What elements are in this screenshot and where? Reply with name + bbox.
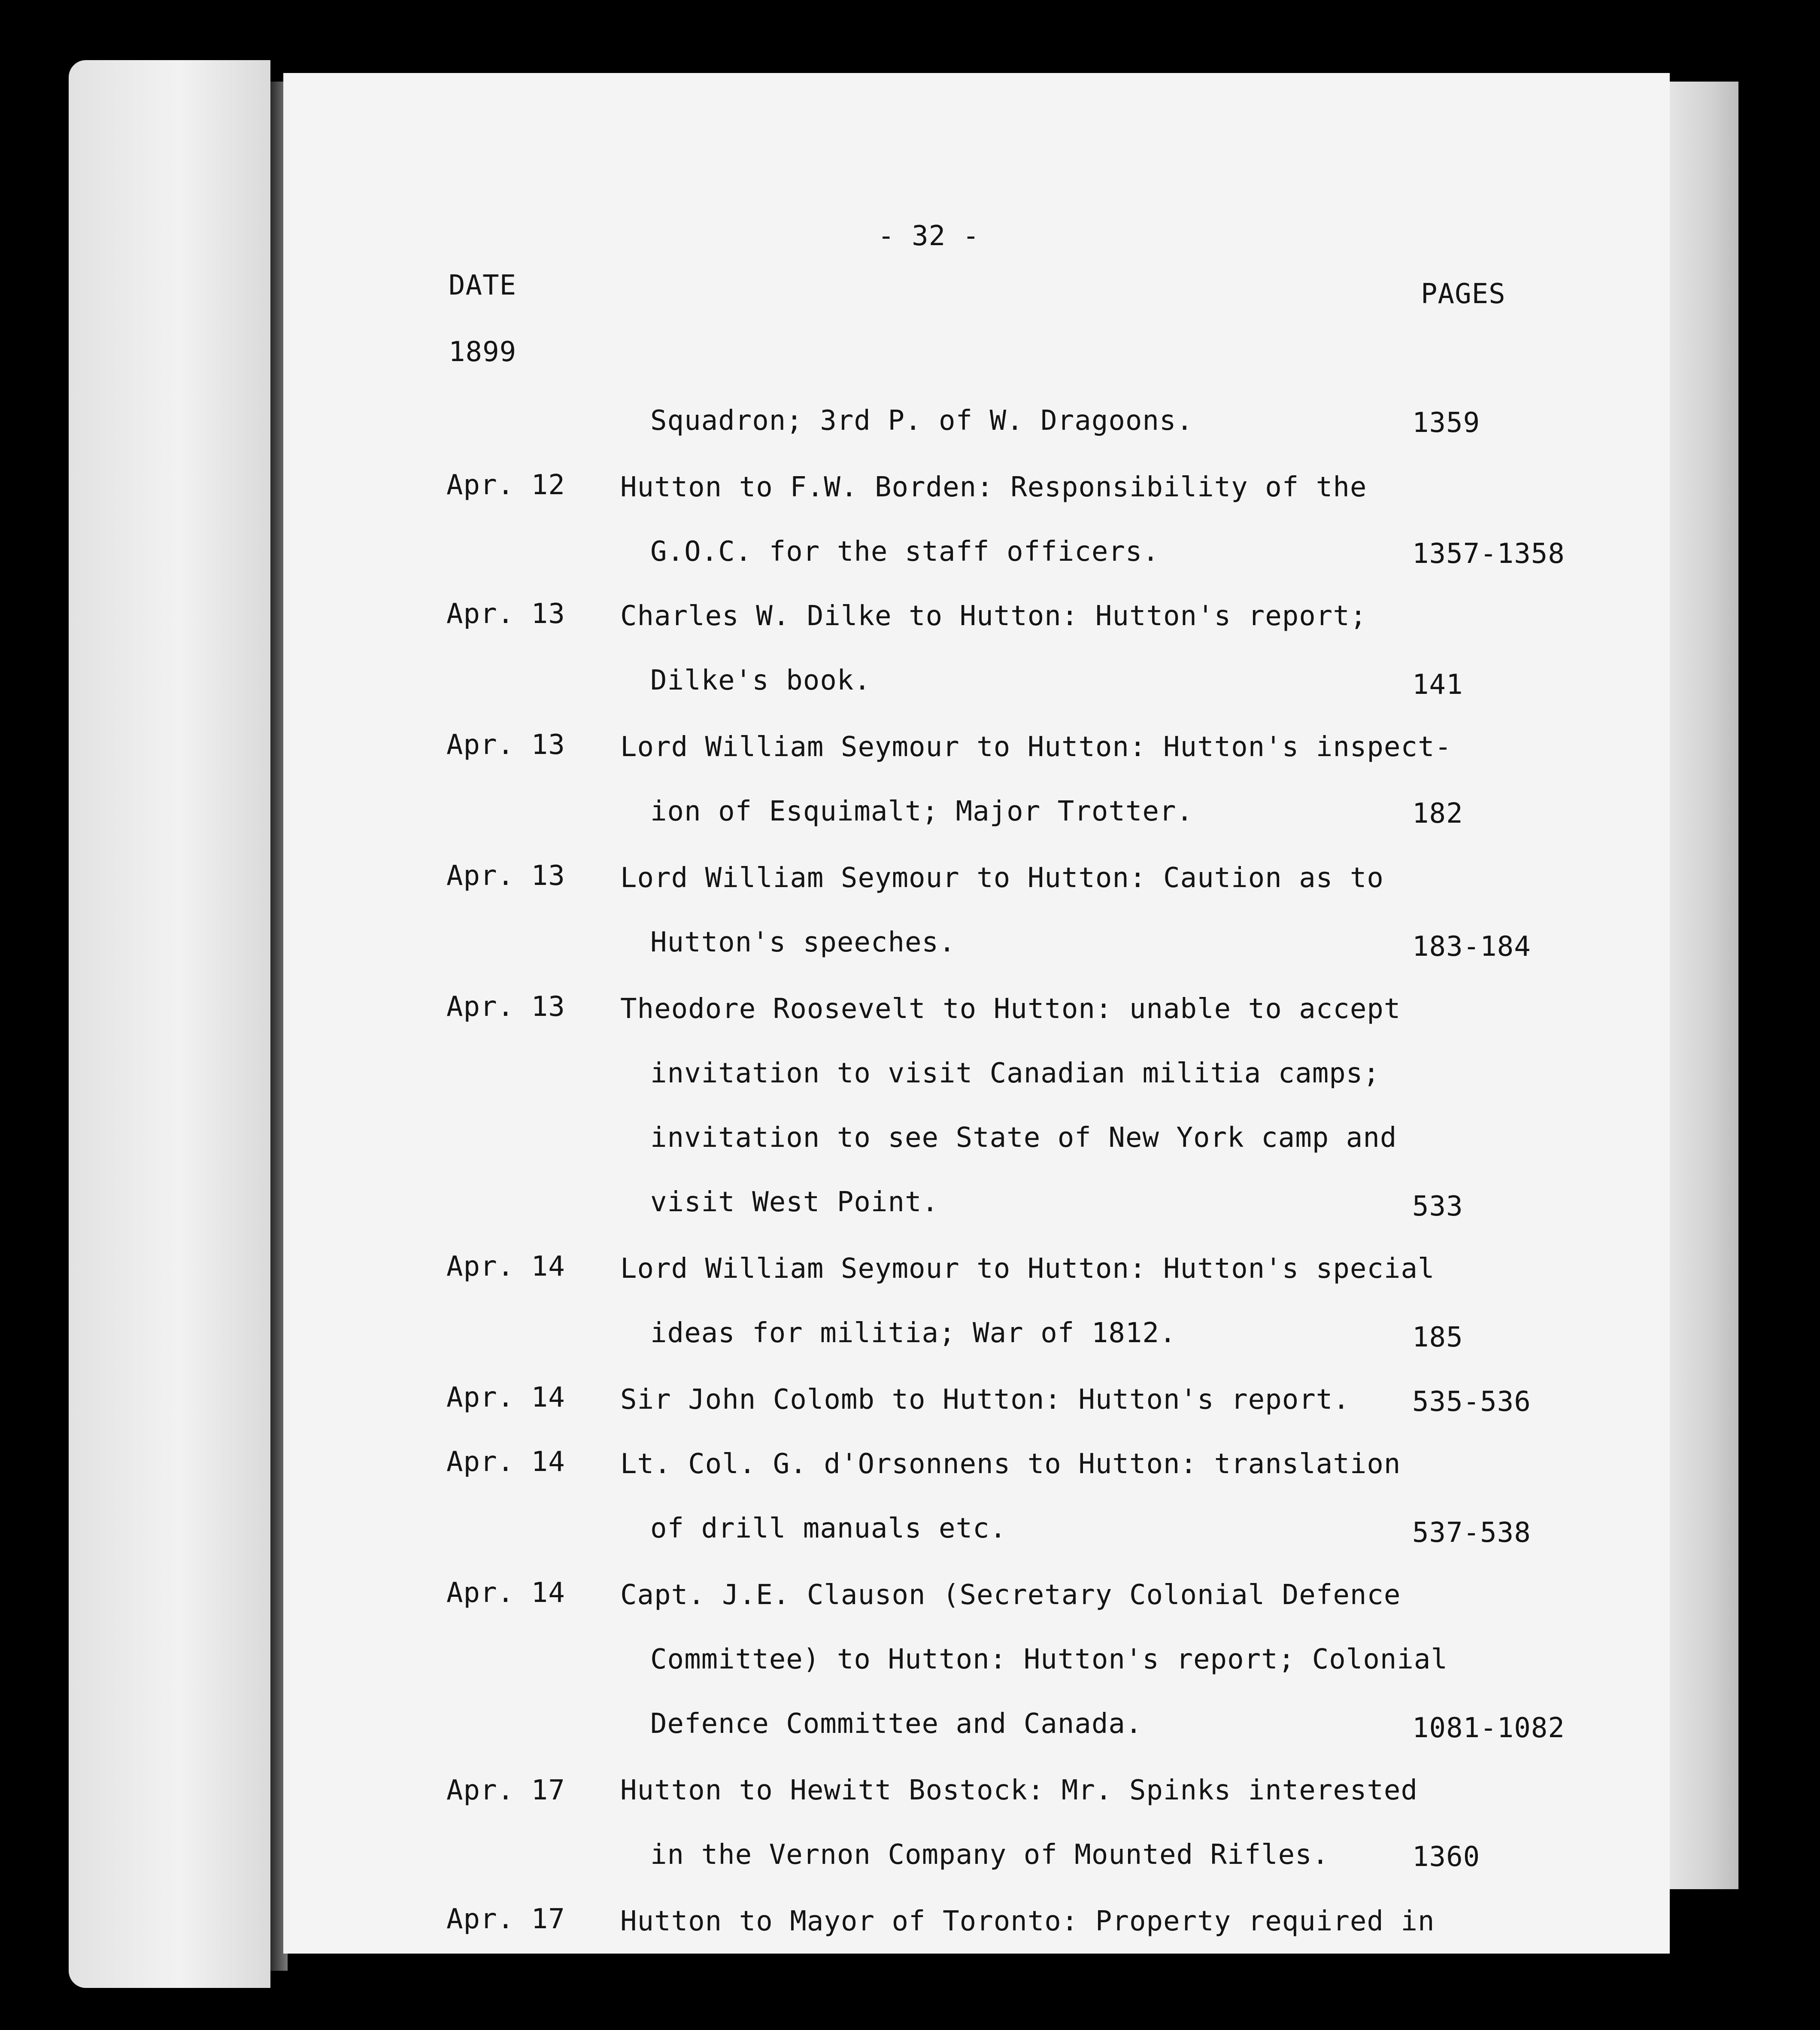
- entry-text-line: of drill manuals etc.: [650, 1513, 1007, 1544]
- entry-text-line: Capt. J.E. Clauson (Secretary Colonial Defence: [620, 1579, 1401, 1611]
- entry-date: Apr. 17: [446, 1903, 565, 1935]
- entry-text-line: Committee) to Hutton: Hutton's report; Colonial: [650, 1644, 1448, 1675]
- entry-text-line: Squadron; 3rd P. of W. Dragoons.: [650, 405, 1193, 437]
- entry-text-line: Lt. Col. G. d'Orsonnens to Hutton: translation: [620, 1448, 1401, 1480]
- page-number: - 32 -: [878, 220, 980, 252]
- entry-text-line: Hutton to F.W. Borden: Responsibility of the: [620, 471, 1367, 503]
- entry-text-line: in the Vernon Company of Mounted Rifles.: [650, 1839, 1329, 1871]
- entry-text-line: Sir John Colomb to Hutton: Hutton's report.: [620, 1384, 1350, 1416]
- entry-date: Apr. 14: [446, 1577, 565, 1609]
- document-page: [283, 73, 1670, 1954]
- entry-pages: 1081-1082: [1412, 1712, 1565, 1744]
- entry-date: Apr. 14: [446, 1251, 565, 1282]
- entry-date: Apr. 13: [446, 991, 565, 1023]
- entry-date: Apr. 14: [446, 1446, 565, 1478]
- entry-text-line: Lord William Seymour to Hutton: Hutton's special: [620, 1253, 1435, 1285]
- entry-pages: 183-184: [1412, 931, 1531, 963]
- year-label: 1899: [449, 336, 517, 368]
- entry-pages: 185: [1412, 1322, 1463, 1353]
- entry-date: Apr. 12: [446, 469, 565, 501]
- entry-pages: 1360: [1412, 1841, 1480, 1873]
- entry-date: Apr. 17: [446, 1775, 565, 1806]
- entry-date: Apr. 13: [446, 860, 565, 892]
- entry-text-line: Hutton to Mayor of Toronto: Property required in: [620, 1905, 1435, 1937]
- entry-text-line: Defence Committee and Canada.: [650, 1708, 1143, 1740]
- entry-text-line: Hutton's speeches.: [650, 927, 956, 958]
- entry-text-line: Charles W. Dilke to Hutton: Hutton's report;: [620, 600, 1367, 632]
- entry-text-line: invitation to see State of New York camp and: [650, 1122, 1397, 1154]
- entry-text-line: ion of Esquimalt; Major Trotter.: [650, 796, 1193, 827]
- pages-column-header: PAGES: [1421, 278, 1506, 310]
- entry-pages: 182: [1412, 798, 1463, 830]
- entry-pages: 537-538: [1412, 1517, 1531, 1549]
- entry-text-line: Dilke's book.: [650, 665, 871, 696]
- entry-date: Apr. 13: [446, 598, 565, 630]
- page-edge: [1670, 82, 1738, 1889]
- left-page: [69, 60, 270, 1988]
- entry-pages: 141: [1412, 669, 1463, 701]
- entry-text-line: Hutton to Hewitt Bostock: Mr. Spinks interested: [620, 1775, 1418, 1806]
- entry-pages: 1359: [1412, 407, 1480, 439]
- entry-date: Apr. 13: [446, 729, 565, 761]
- entry-text-line: visit West Point.: [650, 1186, 939, 1218]
- entry-text-line: ideas for militia; War of 1812.: [650, 1317, 1177, 1349]
- entry-pages: 1357-1358: [1412, 538, 1565, 570]
- entry-text-line: G.O.C. for the staff officers.: [650, 536, 1159, 568]
- entry-pages: 533: [1412, 1191, 1463, 1222]
- entry-text-line: Lord William Seymour to Hutton: Hutton's inspect-: [620, 731, 1452, 763]
- entry-text-line: Lord William Seymour to Hutton: Caution as to: [620, 862, 1384, 894]
- entry-date: Apr. 14: [446, 1382, 565, 1413]
- entry-text-line: invitation to visit Canadian militia camps;: [650, 1058, 1380, 1089]
- entry-text-line: Theodore Roosevelt to Hutton: unable to accept: [620, 993, 1401, 1025]
- date-column-header: DATE: [449, 270, 517, 301]
- entry-pages: 535-536: [1412, 1386, 1531, 1418]
